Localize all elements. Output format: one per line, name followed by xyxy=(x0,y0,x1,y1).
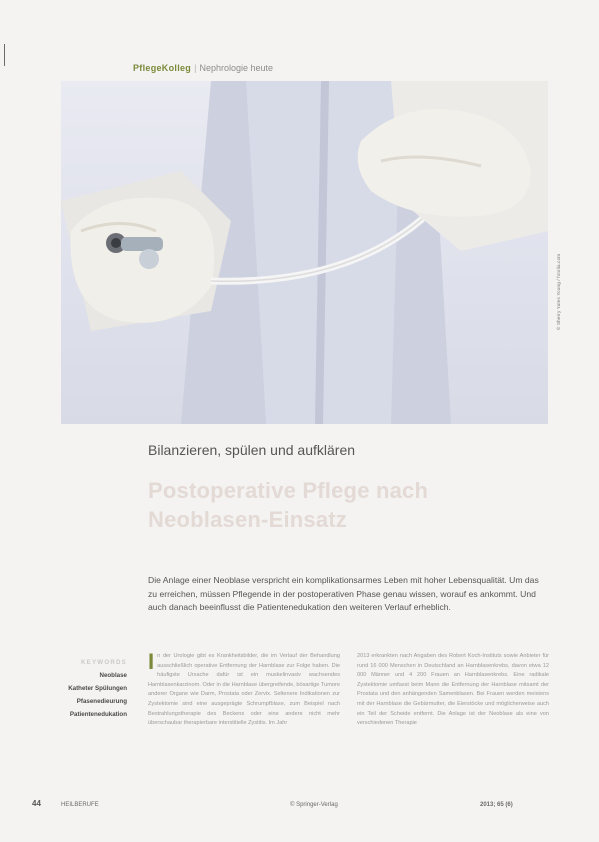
section-topic: Nephrologie heute xyxy=(199,63,274,73)
body-column-1 xyxy=(148,649,340,729)
keywords-box xyxy=(61,656,127,721)
keyword-item: Patientenedukation xyxy=(69,711,127,718)
keyword-item: Neoblase xyxy=(99,672,127,679)
article-kicker: Bilanzieren, spülen und aufklären xyxy=(148,442,356,458)
photo-credit: © Sherry Yates Young / fotolia.com xyxy=(556,253,561,330)
keywords-title: KEYWORDS xyxy=(80,659,127,666)
body-text-1: n der Urologie gibt es Krankheitsbilder, die im Verlauf der Behandlung ausschließlich operative Entfernung der Harnblase zur Folge haben. Die häufigste Ursache dafür ist ein muskelinvasiv wachsendes Harnblasenkarzinom. Oder in die Harnblase übergreifende, bösartige Tumore anderer Organe wie Darm, Prostata oder Zervix. Seltenere Indikationen zur Zystektomie sind eine ausgeprägte Schrumpfblase, zum Beispiel nach Bestrahlungstherapie des Beckens oder eine andere nicht mehr überschaubar therapierbare interstitielle Zystitis. Im Jahr xyxy=(148,653,340,727)
body-column-2 xyxy=(357,652,549,729)
drop-cap: I xyxy=(148,649,155,674)
keyword-item: Katheter Spülungen xyxy=(68,685,127,692)
running-header xyxy=(133,63,273,73)
body-text-2: 2013 erkrankten nach Angaben des Robert Koch-Instituts sowie Anbieter für rund 16 000 Menschen in Deutschland an Harnblasenkrebs, davon etwa 12 000 Männer und 4 200 Frauen an Harnblasenkrebs. Eine radikale Zystektomie umfasst beim Mann die Entfernung der Harnblase mitsamt der Prostata und den anhängenden Samenblasen. Bei Frauen werden meistens mit der Harnblase die Gebärmutter, die Eierstöcke und möglicherweise auch ein Teil der Scheide entfernt. Die Anlage ist der Neoblase als eine von verschiedenen Therapie xyxy=(357,653,549,727)
header-separator: | xyxy=(194,63,197,73)
publisher: © Springer-Verlag xyxy=(290,802,338,808)
keyword-item: Pfasenedieurung xyxy=(76,698,127,705)
journal-name: HEILBERUFE xyxy=(61,802,99,808)
hero-photo xyxy=(61,81,548,424)
issue-info: 2013; 65 (6) xyxy=(480,802,513,808)
section-brand: PflegeKolleg xyxy=(133,63,192,73)
page-number: 44 xyxy=(32,799,41,808)
margin-rule xyxy=(4,44,5,66)
article-lead: Die Anlage einer Neoblase verspricht ein komplikationsarmes Leben mit hoher Lebensqualität. Um das zu erreichen, müssen Pflegende in der postoperativen Phase genau wissen, worauf es ankommt. Und auch danach beeinflusst die Patientenedukation den weiteren Verlauf erheblich. xyxy=(148,575,539,612)
article-headline: Postoperative Pflege nach Neoblasen-Einsatz xyxy=(148,478,429,532)
